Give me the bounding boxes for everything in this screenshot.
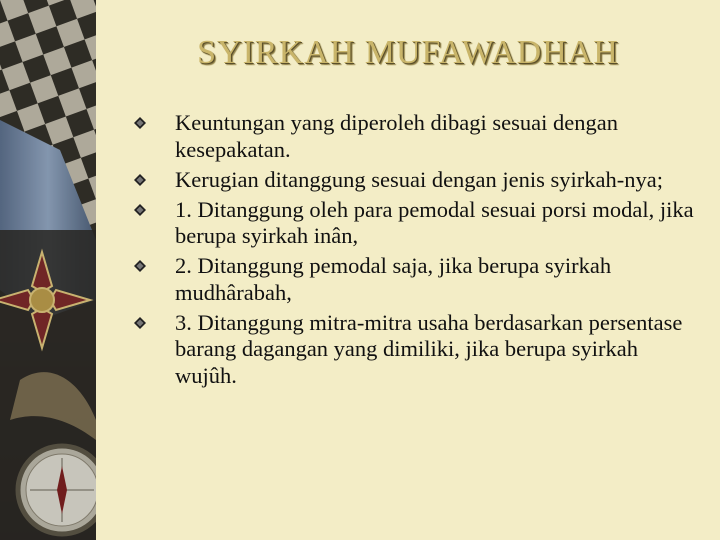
bullet-item [140,110,700,163]
bullet-text: 2. Ditanggung pemodal saja, jika berupa syirkah mudhârabah, [175,253,612,305]
bullet-item [140,310,700,390]
diamond-bullet-icon [134,117,146,129]
bullet-text: 1. Ditanggung oleh para pemodal sesuai porsi modal, jika berupa syirkah inân, [175,196,694,248]
bullet-text: 3. Ditanggung mitra-mitra usaha berdasarkan persentase barang dagangan yang dimiliki, jika berupa syirkah wujûh. [175,309,683,388]
diamond-bullet-icon [134,204,146,216]
diamond-bullet-icon [134,317,146,329]
diamond-bullet-icon [134,260,146,272]
bullet-item [140,253,700,306]
bullet-item [140,197,700,250]
chessboard-medal-compass-illustration [0,0,96,540]
bullet-text: Keuntungan yang diperoleh dibagi sesuai dengan kesepakatan. [175,110,619,162]
bullet-list [140,110,700,393]
bullet-item [140,167,700,194]
bullet-text: Kerugian ditanggung sesuai dengan jenis syirkah-nya; [175,166,664,192]
slide-title: SYIRKAH MUFAWADHAH [197,34,619,71]
diamond-bullet-icon [134,174,146,186]
decorative-side-photo [0,0,96,540]
